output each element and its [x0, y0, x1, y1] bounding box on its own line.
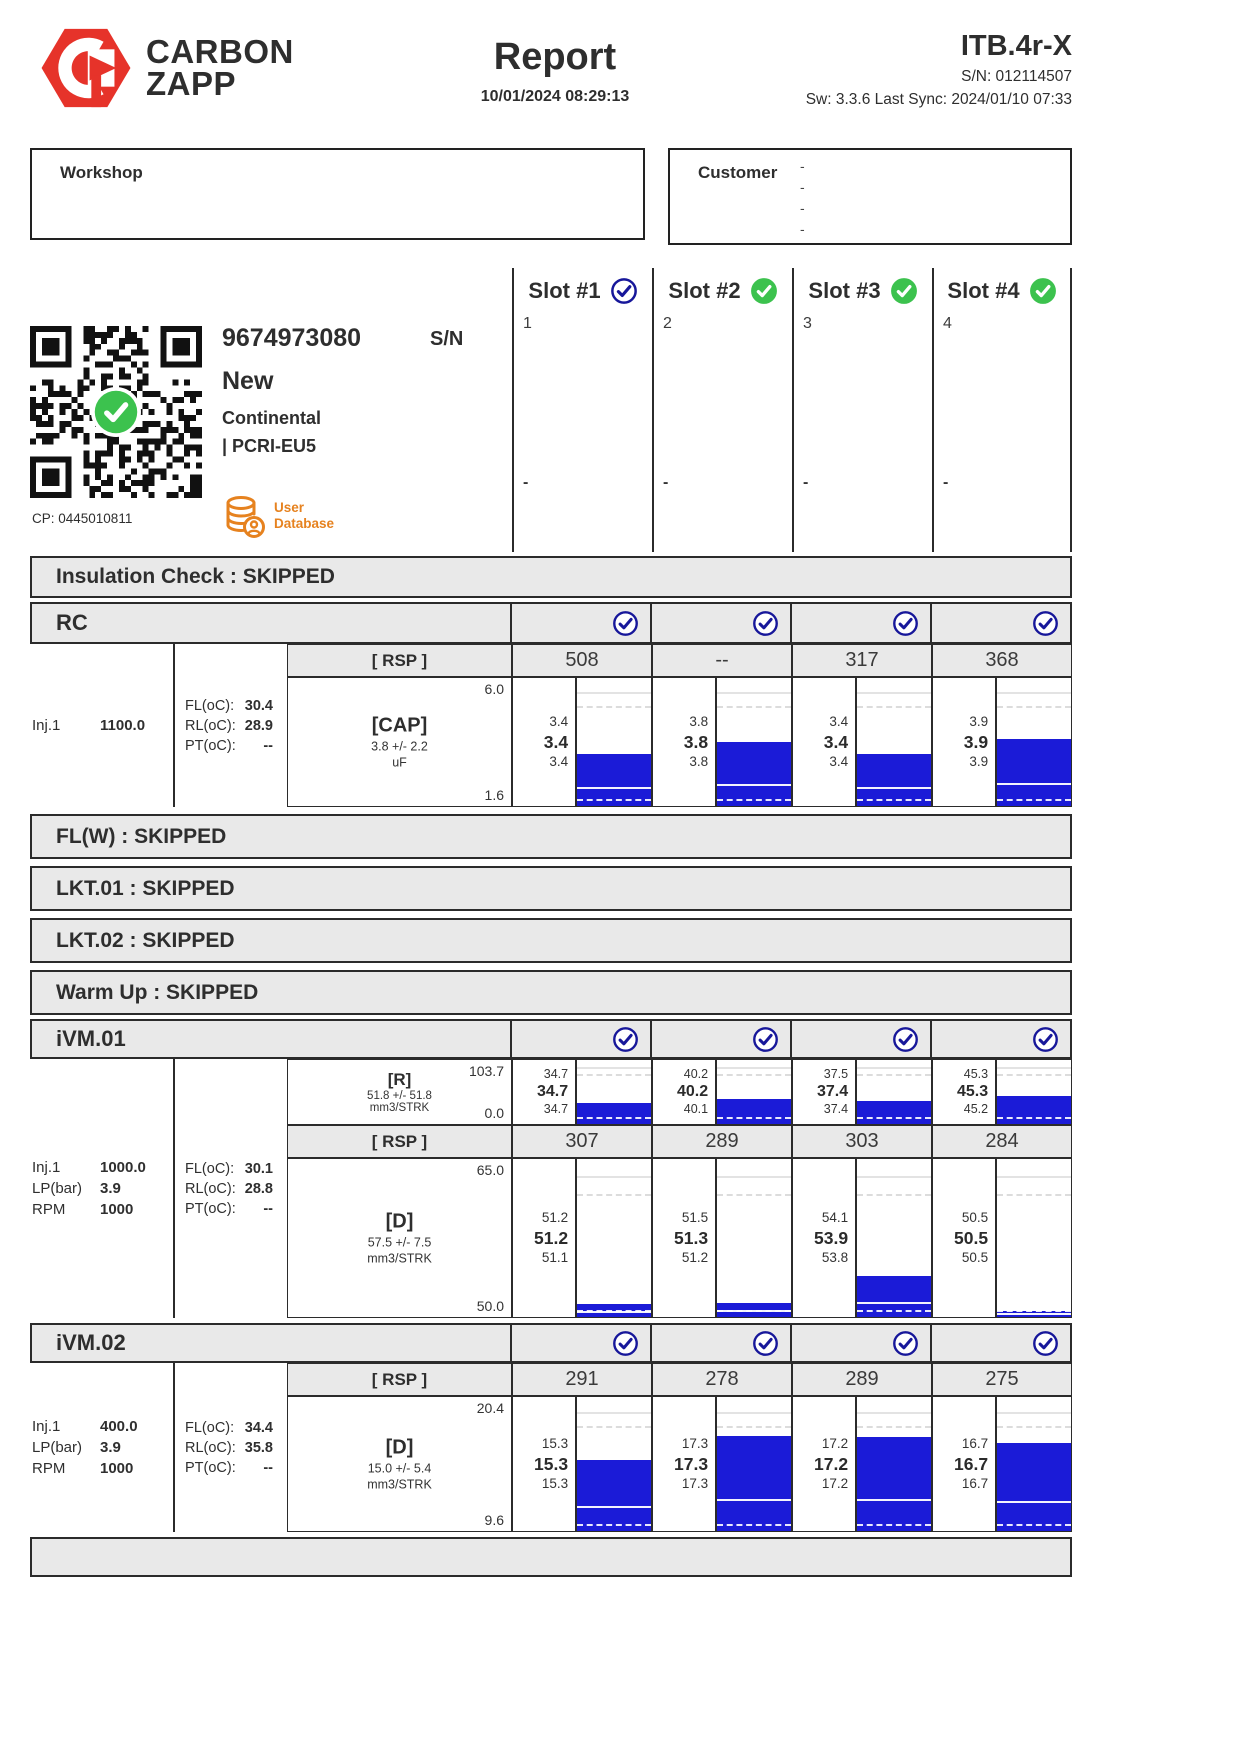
ivm01-rsp-slot4: 284 [932, 1125, 1072, 1158]
bar-plot [575, 1060, 651, 1124]
measure-name: [D] [385, 1436, 414, 1459]
status-check-icon [1032, 610, 1059, 637]
bar-plot [855, 1060, 931, 1124]
rc-injector-params: Inj.1 1100.0 [30, 644, 175, 807]
ivm01-temperatures: FL(oC): 30.1 RL(oC): 28.8 PT(oC): -- [175, 1059, 287, 1318]
report-header [0, 0, 1240, 148]
ivm01-r-chart-slot1: 34.7 34.7 34.7 [512, 1059, 652, 1125]
report-datetime: 10/01/2024 08:29:13 [480, 88, 630, 105]
measure-bar [717, 1303, 791, 1317]
slot-1-status-check-icon [610, 277, 638, 305]
ivm01-d-chart-slot1: 51.2 51.2 51.1 [512, 1158, 652, 1318]
rc-cap-chart-slot2: 3.8 3.8 3.8 [652, 677, 792, 807]
section-warmup: Warm Up : SKIPPED [30, 970, 1072, 1015]
ivm02-title-bar [30, 1323, 1072, 1363]
measure-bar [997, 1443, 1071, 1531]
measure-bar [577, 754, 651, 806]
report-title-block [410, 36, 700, 106]
scale-max: 20.4 [476, 1400, 504, 1416]
rc-title-bar [30, 602, 1072, 644]
rc-rsp-slot4: 368 [932, 644, 1072, 677]
status-check-icon [1032, 1330, 1059, 1357]
status-check-icon [752, 1026, 779, 1053]
ivm02-title: iVM.02 [56, 1330, 126, 1355]
slot-column-4 [932, 268, 1072, 552]
slot-header-band [30, 268, 1072, 552]
measure-bar [857, 1101, 931, 1124]
ivm02-rsp-slot3: 289 [792, 1363, 932, 1396]
page-title: Report [493, 36, 617, 78]
measure-tolerance: 51.8 +/- 51.8 [367, 1090, 432, 1102]
slot-note: - [663, 474, 669, 491]
measure-bar [997, 739, 1071, 806]
ivm01-rsp-label: [ RSP ] [287, 1125, 512, 1158]
rc-temperatures: FL(oC): 30.4 RL(oC): 28.9 PT(oC): -- [175, 644, 287, 807]
section-lkt02: LKT.02 : SKIPPED [30, 918, 1072, 963]
bar-plot [575, 1159, 651, 1317]
ivm02-rsp-slot1: 291 [512, 1363, 652, 1396]
injector-serial: 9674973080 [222, 324, 362, 352]
measure-bar [577, 1103, 651, 1124]
ivm01-slot2-result [650, 1021, 790, 1057]
measure-bar [577, 1304, 651, 1317]
injector-type: | PCRI-EU5 [222, 436, 317, 456]
scale-min: 0.0 [484, 1105, 504, 1121]
ivm01-r-label [287, 1059, 512, 1125]
user-database-icon [222, 494, 266, 541]
scale-max: 6.0 [484, 681, 504, 697]
bar-plot [855, 1159, 931, 1317]
status-check-icon [612, 610, 639, 637]
ivm02-d-chart-slot4: 16.7 16.7 16.7 [932, 1396, 1072, 1532]
rc-rsp-slot3: 317 [792, 644, 932, 677]
customer-label: Customer [698, 163, 778, 182]
measure-tolerance: 57.5 +/- 7.5 [367, 1235, 432, 1250]
measure-tolerance: 3.8 +/- 2.2 [371, 739, 428, 754]
slot-number: 4 [943, 315, 952, 332]
ivm01-rsp-slot1: 307 [512, 1125, 652, 1158]
rc-rsp-slot2: -- [652, 644, 792, 677]
ivm01-d-chart-slot3: 54.1 53.9 53.8 [792, 1158, 932, 1318]
user-database [222, 494, 334, 541]
footer-bar [30, 1537, 1072, 1577]
brand-name: CARBON ZAPP [146, 33, 294, 102]
section-ivm01 [30, 1019, 1072, 1318]
ivm01-d-chart-slot4: 50.5 50.5 50.5 [932, 1158, 1072, 1318]
scale-min: 50.0 [476, 1298, 504, 1314]
rc-cap-chart-slot4: 3.9 3.9 3.9 [932, 677, 1072, 807]
scale-max: 103.7 [468, 1063, 504, 1079]
rc-cap-chart-slot3: 3.4 3.4 3.4 [792, 677, 932, 807]
slot-2-header: Slot #2 [654, 277, 792, 305]
measure-bar [997, 1096, 1071, 1124]
measure-bar [717, 1436, 791, 1531]
rc-slot3-result [790, 604, 930, 642]
ivm02-temperatures: FL(oC): 34.4 RL(oC): 35.8 PT(oC): -- [175, 1363, 287, 1532]
measure-unit: mm3/STRK [369, 1102, 430, 1114]
user-database-label: User Database [274, 500, 335, 531]
ivm02-data-grid [30, 1363, 1072, 1532]
rc-rsp-label: [ RSP ] [287, 644, 512, 677]
ivm02-d-chart-slot2: 17.3 17.3 17.3 [652, 1396, 792, 1532]
measure-name: [D] [385, 1210, 414, 1233]
rc-title: RC [56, 610, 88, 635]
ivm02-d-chart-slot3: 17.2 17.2 17.2 [792, 1396, 932, 1532]
slot-column-1 [512, 268, 652, 552]
bar-plot [715, 678, 791, 806]
ivm02-slot3-result [790, 1325, 930, 1361]
scale-max: 65.0 [476, 1162, 504, 1178]
bar-plot [995, 1060, 1071, 1124]
bar-plot [575, 678, 651, 806]
ivm01-slot3-result [790, 1021, 930, 1057]
measure-bar [717, 742, 791, 806]
measure-tolerance: 15.0 +/- 5.4 [367, 1461, 432, 1476]
measure-bar [997, 1311, 1071, 1317]
slot-number: 1 [523, 315, 532, 332]
slot-note: - [943, 474, 949, 491]
status-check-icon [612, 1330, 639, 1357]
measure-unit: uF [392, 755, 407, 770]
bar-plot [855, 678, 931, 806]
qr-code [30, 326, 202, 498]
slot-note: - [523, 474, 529, 491]
ivm01-d-label [287, 1158, 512, 1318]
brand-logo [38, 24, 294, 112]
status-check-icon [752, 610, 779, 637]
qr-verified-icon [91, 387, 141, 437]
ivm02-d-chart-slot1: 15.3 15.3 15.3 [512, 1396, 652, 1532]
status-check-icon [612, 1026, 639, 1053]
bar-plot [715, 1159, 791, 1317]
scale-min: 1.6 [484, 787, 504, 803]
ivm02-injector-params: Inj.1 400.0 LP(bar) 3.9 RPM 1000 [30, 1363, 175, 1532]
device-software: Sw: 3.3.6 Last Sync: 2024/01/10 07:33 [805, 91, 1072, 108]
slot-3-header: Slot #3 [794, 277, 932, 305]
slot-column-2 [652, 268, 792, 552]
measure-bar [857, 1437, 931, 1531]
rc-cap-chart-slot1: 3.4 3.4 3.4 [512, 677, 652, 807]
info-boxes [0, 148, 1240, 248]
ivm02-rsp-label: [ RSP ] [287, 1363, 512, 1396]
carbon-zapp-logo-icon [38, 24, 134, 112]
injector-condition: New [222, 367, 274, 395]
status-check-icon [892, 1026, 919, 1053]
ivm01-r-chart-slot2: 40.2 40.2 40.1 [652, 1059, 792, 1125]
status-check-icon [892, 1330, 919, 1357]
ivm01-rsp-slot2: 289 [652, 1125, 792, 1158]
device-model: ITB.4r-X [960, 30, 1072, 62]
measure-bar [857, 1276, 931, 1317]
bar-plot [575, 1397, 651, 1531]
slot-1-header: Slot #1 [514, 277, 652, 305]
measure-bar [717, 1099, 791, 1124]
injector-info [222, 324, 361, 457]
ivm01-d-chart-slot2: 51.5 51.3 51.2 [652, 1158, 792, 1318]
ivm01-r-chart-slot3: 37.5 37.4 37.4 [792, 1059, 932, 1125]
slot-number: 2 [663, 315, 672, 332]
ivm02-rsp-slot2: 278 [652, 1363, 792, 1396]
device-serial: S/N: 012114507 [961, 68, 1072, 85]
customer-box [668, 148, 1072, 245]
ivm01-data-grid [30, 1059, 1072, 1318]
ivm02-rsp-slot4: 275 [932, 1363, 1072, 1396]
measure-unit: mm3/STRK [367, 1477, 432, 1492]
measure-name: [CAP] [371, 714, 428, 737]
ivm01-title: iVM.01 [56, 1026, 126, 1051]
slot-number: 3 [803, 315, 812, 332]
ivm02-d-label [287, 1396, 512, 1532]
bar-plot [995, 678, 1071, 806]
measure-unit: mm3/STRK [367, 1251, 432, 1266]
bar-plot [715, 1397, 791, 1531]
slot-3-status-check-icon [890, 277, 918, 305]
bar-plot [995, 1397, 1071, 1531]
measure-name: [R] [387, 1070, 412, 1089]
rc-rsp-slot1: 508 [512, 644, 652, 677]
ivm01-r-chart-slot4: 45.3 45.3 45.2 [932, 1059, 1072, 1125]
bar-plot [715, 1060, 791, 1124]
slot-note: - [803, 474, 809, 491]
slot-4-status-check-icon [1029, 277, 1057, 305]
section-insulation-check: Insulation Check : SKIPPED [30, 556, 1072, 598]
injector-cp-code: CP: 0445010811 [32, 511, 133, 526]
measure-bar [857, 754, 931, 806]
ivm01-injector-params: Inj.1 1000.0 LP(bar) 3.9 RPM 1000 [30, 1059, 175, 1318]
ivm02-slot2-result [650, 1325, 790, 1361]
workshop-label: Workshop [60, 163, 143, 182]
sn-label: S/N [430, 328, 464, 350]
status-check-icon [1032, 1026, 1059, 1053]
bar-plot [995, 1159, 1071, 1317]
workshop-box [30, 148, 645, 240]
scale-min: 9.6 [484, 1512, 504, 1528]
rc-slot2-result [650, 604, 790, 642]
section-lkt01: LKT.01 : SKIPPED [30, 866, 1072, 911]
ivm01-slot4-result [930, 1021, 1070, 1057]
bar-plot [855, 1397, 931, 1531]
rc-data-grid [30, 644, 1072, 807]
slot-column-3 [792, 268, 932, 552]
ivm01-rsp-slot3: 303 [792, 1125, 932, 1158]
rc-slot1-result [510, 604, 650, 642]
customer-details: - - - - [800, 158, 805, 237]
section-flw: FL(W) : SKIPPED [30, 814, 1072, 859]
measure-bar [577, 1460, 651, 1531]
ivm01-title-bar [30, 1019, 1072, 1059]
rc-cap-label [287, 677, 512, 807]
slot-4-header: Slot #4 [934, 277, 1070, 305]
ivm02-slot4-result [930, 1325, 1070, 1361]
device-info [806, 30, 1072, 109]
injector-brand: Continental [222, 408, 321, 428]
ivm02-slot1-result [510, 1325, 650, 1361]
status-check-icon [892, 610, 919, 637]
section-ivm02 [30, 1323, 1072, 1532]
section-rc [30, 602, 1072, 807]
rc-slot4-result [930, 604, 1070, 642]
ivm01-slot1-result [510, 1021, 650, 1057]
slot-2-status-check-icon [750, 277, 778, 305]
status-check-icon [752, 1330, 779, 1357]
